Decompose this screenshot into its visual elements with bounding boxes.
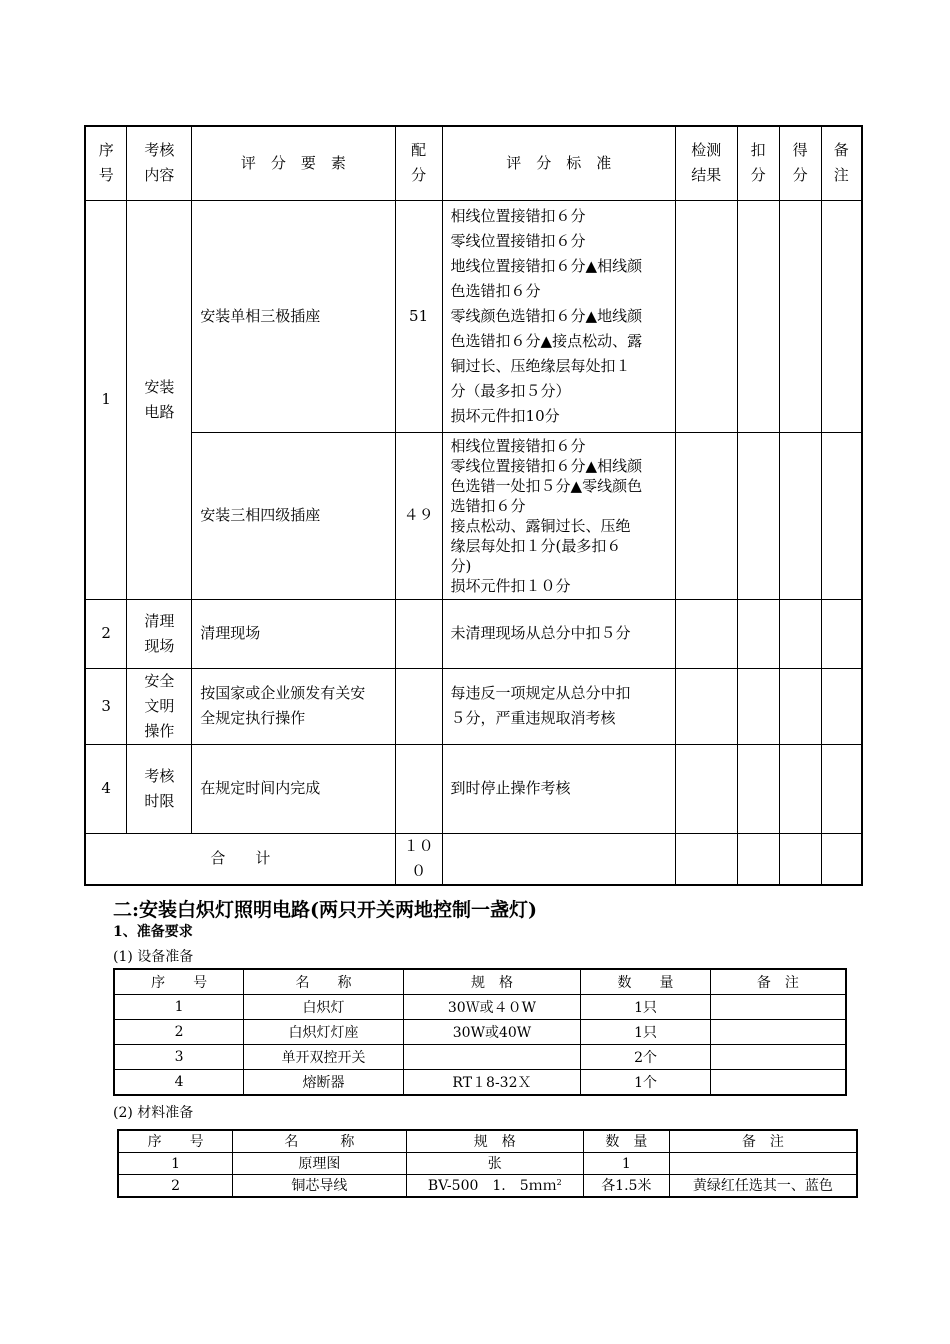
- row1b-result-cell: [675, 432, 737, 599]
- row2-content: [127, 599, 192, 668]
- criteria-line: 接点松动、露铜过长、压绝: [450, 516, 631, 535]
- mat-cell: 张: [406, 1153, 583, 1175]
- total-earned-cell: [779, 833, 821, 885]
- mat-cell: 黄绿红任选其一、蓝色: [669, 1175, 857, 1198]
- eq-cell: [403, 1045, 580, 1070]
- materials-table: [117, 1129, 858, 1198]
- row4-result-cell: [675, 744, 737, 833]
- table-row: [114, 1070, 846, 1096]
- total-label: 合 计: [85, 833, 395, 885]
- row2-result-cell: [675, 599, 737, 668]
- total-value-text: １０ ０: [403, 836, 434, 880]
- header-result-text: 检测 结果: [691, 141, 722, 185]
- row1b-element: 安装三相四级插座: [192, 432, 395, 599]
- total-deduct-cell: [737, 833, 779, 885]
- eq-cell: 1只: [581, 1020, 711, 1045]
- row3-criteria-text: 每违反一项规定从总分中扣 ５分，严重违规取消考核: [450, 684, 631, 727]
- table-row: [85, 668, 862, 744]
- row4-content: [127, 744, 192, 833]
- table-row: [85, 200, 862, 432]
- header-score-text: 配 分: [411, 141, 427, 185]
- row2-content-text: 清理 现场: [144, 611, 175, 655]
- table-row: [85, 599, 862, 668]
- eq-header-qty: 数 量: [581, 969, 711, 995]
- header-remark-text: 备 注: [833, 141, 849, 185]
- header-score: [395, 126, 442, 200]
- header-seq-text: 序 号: [98, 141, 114, 185]
- eq-cell: [710, 995, 846, 1020]
- row3-seq: 3: [85, 668, 127, 744]
- row1b-deduct-cell: [737, 432, 779, 599]
- row3-content-text: 安全 文明 操作: [144, 671, 175, 740]
- row4-remark-cell: [821, 744, 862, 833]
- row1b-earned-cell: [779, 432, 821, 599]
- header-criteria-text: 评 分 标 准: [506, 153, 612, 172]
- mat-cell: [669, 1153, 857, 1175]
- eq-cell: 1个: [581, 1070, 711, 1096]
- row2-earned-cell: [779, 599, 821, 668]
- eq-cell: [710, 1045, 846, 1070]
- table-row: [114, 1020, 846, 1045]
- row3-element: [192, 668, 395, 744]
- eq-cell: 2个: [581, 1045, 711, 1070]
- eq-cell: 30Ｗ或４０W: [403, 995, 580, 1020]
- eq-cell: 1只: [581, 995, 711, 1020]
- header-deduct-text: 扣 分: [750, 141, 766, 185]
- total-criteria-cell: [442, 833, 675, 885]
- row1b-remark-cell: [821, 432, 862, 599]
- mat-header-qty: 数 量: [583, 1130, 669, 1153]
- row4-earned-cell: [779, 744, 821, 833]
- mat-header-seq: 序 号: [118, 1130, 233, 1153]
- row3-element-text: 按国家或企业颁发有关安 全规定执行操作: [200, 684, 366, 727]
- header-deduct: [737, 126, 779, 200]
- total-result-cell: [675, 833, 737, 885]
- mat-cell: 铜芯导线: [233, 1175, 406, 1198]
- eq-header-seq: 序 号: [114, 969, 244, 995]
- eq-header-remark: 备 注: [710, 969, 846, 995]
- criteria-line: 色选错扣６分▲接点松动、露: [450, 331, 643, 350]
- criteria-line: 缘层每处扣１分(最多扣６: [450, 536, 622, 555]
- mat-cell: 原理图: [233, 1153, 406, 1175]
- criteria-line: 铜过长、压绝缘层每处扣１: [450, 356, 631, 375]
- section-title: 二:安装白炽灯照明电路(两只开关两地控制一盏灯): [113, 899, 537, 921]
- mat-spec-text: BV-500 1. 5ｍｍ: [427, 1177, 557, 1194]
- eq-cell: 2: [114, 1020, 244, 1045]
- mat-cell: 2: [118, 1175, 233, 1198]
- criteria-line: 相线位置接错扣６分: [450, 436, 586, 455]
- header-content: [127, 126, 192, 200]
- row1a-result-cell: [675, 200, 737, 432]
- total-row: [85, 833, 862, 885]
- criteria-line: 零线位置接错扣６分▲相线颜: [450, 456, 643, 475]
- total-remark-cell: [821, 833, 862, 885]
- total-value: [395, 833, 442, 885]
- mat-header-name: 名 称: [233, 1130, 406, 1153]
- eq-cell: 白炽灯: [244, 995, 404, 1020]
- mat-cell: 各1.5米: [583, 1175, 669, 1198]
- row3-deduct-cell: [737, 668, 779, 744]
- table-row: [85, 432, 862, 599]
- row1b-criteria: [442, 432, 675, 599]
- header-content-text: 考核 内容: [144, 141, 175, 185]
- header-earned-text: 得 分: [792, 141, 808, 185]
- score-header-row: [85, 126, 862, 200]
- row1a-criteria: [442, 200, 675, 432]
- row4-seq: 4: [85, 744, 127, 833]
- row3-content: [127, 668, 192, 744]
- row4-element: 在规定时间内完成: [192, 744, 395, 833]
- row4-score: [395, 744, 442, 833]
- row1a-deduct-cell: [737, 200, 779, 432]
- criteria-line: 相线位置接错扣６分: [450, 206, 586, 225]
- row1-seq: 1: [85, 200, 127, 599]
- criteria-line: 分（最多扣５分）: [450, 381, 571, 400]
- row3-earned-cell: [779, 668, 821, 744]
- eq-cell: 单开双控开关: [244, 1045, 404, 1070]
- row3-criteria: [442, 668, 675, 744]
- table-row: [114, 1045, 846, 1070]
- row3-result-cell: [675, 668, 737, 744]
- row2-score: [395, 599, 442, 668]
- equipment-header-row: [114, 969, 846, 995]
- row2-criteria: 未清理现场从总分中扣５分: [442, 599, 675, 668]
- header-result: [675, 126, 737, 200]
- table-row: [118, 1175, 857, 1198]
- mat-spec-cell: [406, 1175, 583, 1198]
- row1b-score: ４９: [395, 432, 442, 599]
- row2-element: 清理现场: [192, 599, 395, 668]
- row4-criteria: 到时停止操作考核: [442, 744, 675, 833]
- criteria-line: 分): [450, 556, 472, 575]
- criteria-line: 色选错一处扣５分▲零线颜色: [450, 476, 643, 495]
- criteria-line: 零线颜色选错扣６分▲地线颜: [450, 306, 643, 325]
- row1-content: [127, 200, 192, 599]
- eq-cell: RT１8-32Ｘ: [403, 1070, 580, 1096]
- header-earned: [779, 126, 821, 200]
- criteria-line: 选错扣６分: [450, 496, 526, 515]
- eq-header-spec: 规 格: [403, 969, 580, 995]
- eq-cell: [710, 1070, 846, 1096]
- eq-cell: [710, 1020, 846, 1045]
- row1a-earned-cell: [779, 200, 821, 432]
- row2-deduct-cell: [737, 599, 779, 668]
- eq-header-name: 名 称: [244, 969, 404, 995]
- row2-seq: 2: [85, 599, 127, 668]
- mat-cell: 1: [118, 1153, 233, 1175]
- row1a-element: 安装单相三极插座: [192, 200, 395, 432]
- scoring-table: [84, 125, 863, 886]
- row2-remark-cell: [821, 599, 862, 668]
- mat-header-spec: 规 格: [406, 1130, 583, 1153]
- criteria-line: 零线位置接错扣６分: [450, 231, 586, 250]
- row3-remark-cell: [821, 668, 862, 744]
- table-row: [114, 995, 846, 1020]
- row1a-score: 51: [395, 200, 442, 432]
- eq-cell: 4: [114, 1070, 244, 1096]
- table-row: [118, 1153, 857, 1175]
- criteria-line: 色选错扣６分: [450, 281, 541, 300]
- criteria-line: 损坏元件扣10分: [450, 406, 560, 425]
- table-row: [85, 744, 862, 833]
- header-remark: [821, 126, 862, 200]
- equipment-label: (1) 设备准备: [113, 949, 194, 965]
- header-element: [192, 126, 395, 200]
- criteria-line: 地线位置接错扣６分▲相线颜: [450, 256, 643, 275]
- row4-content-text: 考核 时限: [144, 766, 175, 810]
- header-seq: [85, 126, 127, 200]
- row3-score: [395, 668, 442, 744]
- criteria-line: 损坏元件扣１０分: [450, 576, 571, 595]
- row1a-remark-cell: [821, 200, 862, 432]
- row1-content-text: 安装 电路: [144, 377, 175, 421]
- header-element-text: 评 分 要 素: [240, 153, 346, 172]
- row4-deduct-cell: [737, 744, 779, 833]
- header-criteria: [442, 126, 675, 200]
- eq-cell: 白炽灯灯座: [244, 1020, 404, 1045]
- materials-label: (2) 材料准备: [113, 1105, 194, 1121]
- materials-header-row: [118, 1130, 857, 1153]
- eq-cell: 1: [114, 995, 244, 1020]
- section-subtitle: 1、准备要求: [113, 924, 193, 940]
- equipment-table: [113, 968, 847, 1096]
- eq-cell: 熔断器: [244, 1070, 404, 1096]
- superscript-two: 2: [556, 1177, 562, 1187]
- eq-cell: 3: [114, 1045, 244, 1070]
- eq-cell: 30W或40W: [403, 1020, 580, 1045]
- mat-cell: 1: [583, 1153, 669, 1175]
- mat-header-remark: 备 注: [669, 1130, 857, 1153]
